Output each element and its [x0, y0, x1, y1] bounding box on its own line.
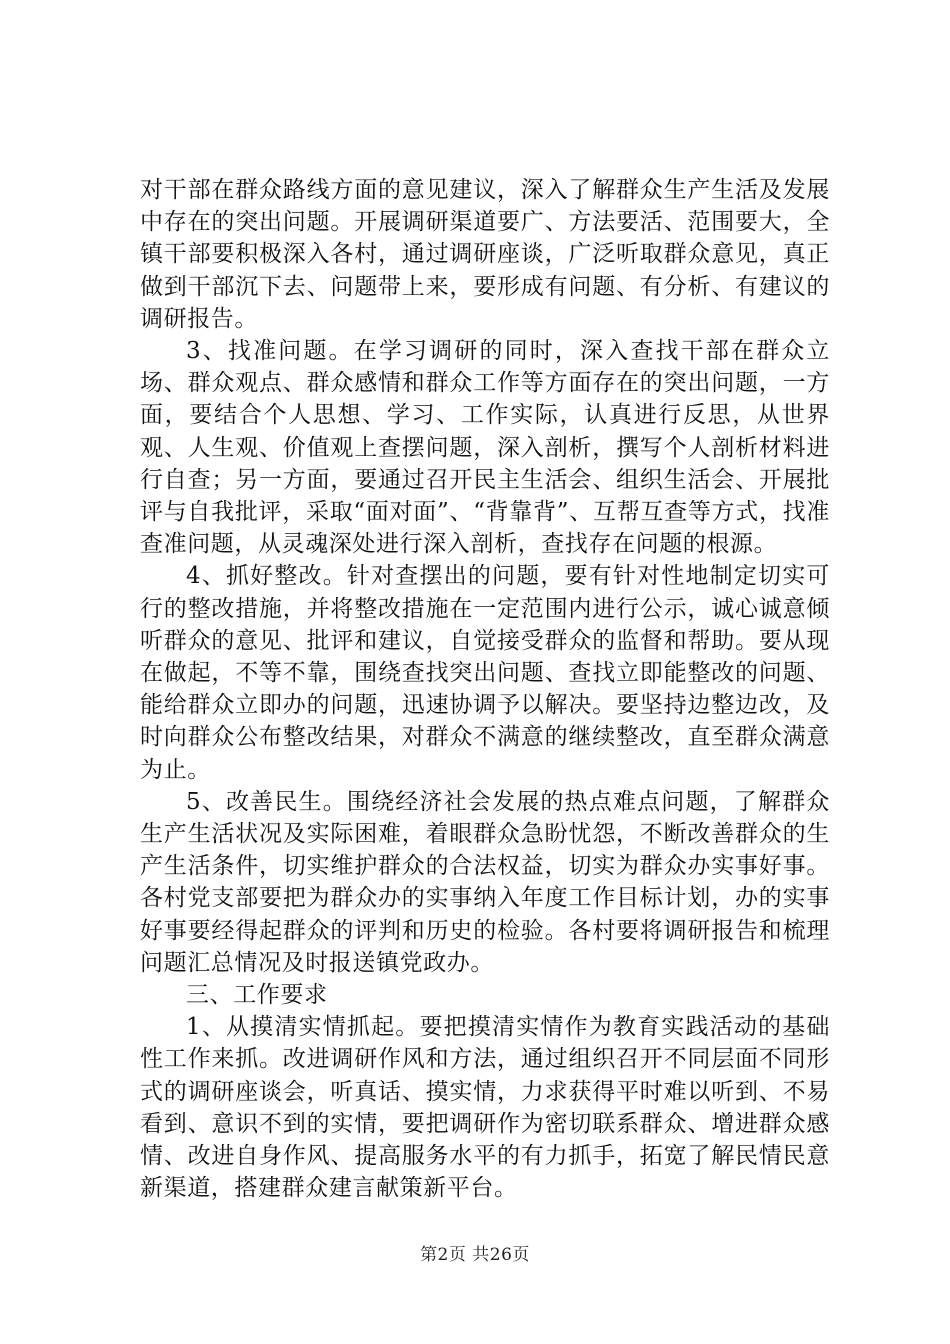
- paragraph-item-4: 4、抓好整改。针对查摆出的问题，要有针对性地制定切实可行的整改措施，并将整改措施在一定范围内进行公示，诚心诚意倾听群众的意见、批评和建议，自觉接受群众的监督和帮助。要从现在做起，不等不靠，围绕查找突出问题、查找立即能整改的问题、能给群众立即办的问题，迅速协调予以解决。要坚持边整边改，及时向群众公布整改结果，对群众不满意的继续整改，直至群众满意为止。: [140, 563, 830, 783]
- paragraph-continuation: 对干部在群众路线方面的意见建议，深入了解群众生产生活及发展中存在的突出问题。开展调研渠道要广、方法要活、范围要大，全镇干部要积极深入各村，通过调研座谈，广泛听取群众意见，真正做到干部沉下去、问题带上来，要形成有问题、有分析、有建议的调研报告。: [140, 177, 830, 332]
- paragraph-item-3: 3、找准问题。在学习调研的同时，深入查找干部在群众立场、群众观点、群众感情和群众工作等方面存在的突出问题，一方面，要结合个人思想、学习、工作实际，认真进行反思，从世界观、人生观、价值观上查摆问题，深入剖析，撰写个人剖析材料进行自查；另一方面，要通过召开民主生活会、组织生活会、开展批评与自我批评，采取“面对面”、“背靠背”、互帮互查等方式，找准查准问题，从灵魂深处进行深入剖析，查找存在问题的根源。: [140, 338, 830, 558]
- page-footer: 第2页 共26页: [420, 1245, 530, 1265]
- paragraph-item-5: 5、改善民生。围绕经济社会发展的热点难点问题，了解群众生产生活状况及实际困难，着眼群众急盼忧怨，不断改善群众的生产生活条件，切实维护群众的合法权益，切实为群众办实事好事。各村党支部要把为群众办的实事纳入年度工作目标计划，办的实事好事要经得起群众的评判和历史的检验。各村要将调研报告和梳理问题汇总情况及时报送镇党政办。: [140, 788, 830, 976]
- section-heading: 三、工作要求: [186, 982, 328, 1009]
- document-body: [140, 174, 830, 1205]
- paragraph-requirement-1: 1、从摸清实情抓起。要把摸清实情作为教育实践活动的基础性工作来抓。改进调研作风和方法，通过组织召开不同层面不同形式的调研座谈会，听真话、摸实情，力求获得平时难以听到、不易看到、意识不到的实情，要把调研作为密切联系群众、增进群众感情、改进自身作风、提高服务水平的有力抓手，拓宽了解民情民意新渠道，搭建群众建言献策新平台。: [140, 1014, 830, 1202]
